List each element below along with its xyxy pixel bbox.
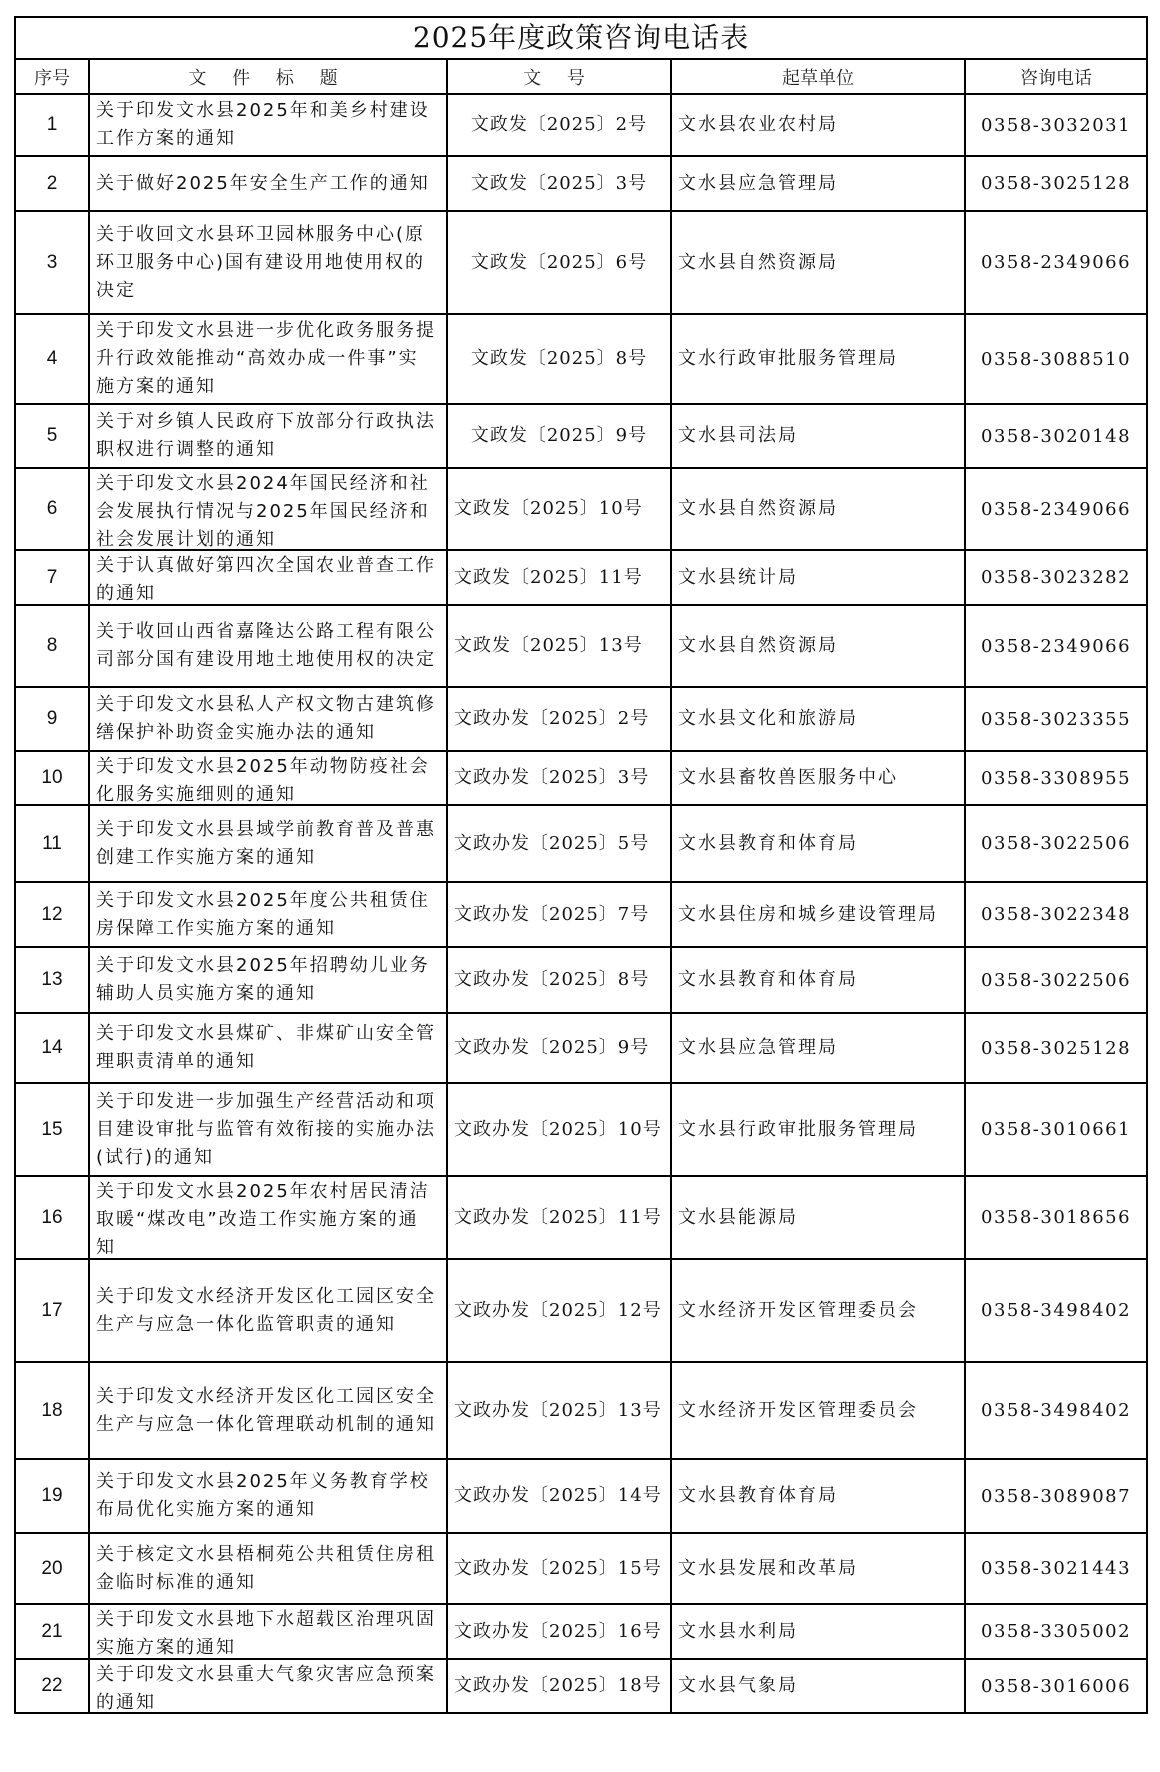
table-row — [15, 211, 1147, 314]
table-row — [15, 156, 1147, 211]
doc-number: 文政办发〔2025〕15号 — [447, 1533, 671, 1604]
row-number: 5 — [15, 404, 89, 468]
drafting-unit: 文水县自然资源局 — [671, 468, 965, 550]
drafting-unit: 文水县教育体育局 — [671, 1459, 965, 1533]
consult-phone: 0358-3498402 — [965, 1259, 1147, 1362]
consult-phone: 0358-3018656 — [965, 1176, 1147, 1259]
table-row — [15, 1083, 1147, 1176]
doc-number: 文政发〔2025〕8号 — [447, 314, 671, 404]
row-number: 3 — [15, 211, 89, 314]
file-title — [89, 805, 447, 882]
file-title-text: 关于印发文水县2025年动物防疫社会化服务实施细则的通知 — [96, 756, 430, 803]
row-number: 19 — [15, 1459, 89, 1533]
file-title — [89, 1083, 447, 1176]
header-row — [15, 59, 1147, 94]
drafting-unit: 文水经济开发区管理委员会 — [671, 1362, 965, 1459]
consult-phone: 0358-3016006 — [965, 1659, 1147, 1713]
table-row — [15, 1459, 1147, 1533]
table-row — [15, 882, 1147, 947]
file-title — [89, 605, 447, 687]
file-title-text: 关于印发文水县2025年农村居民清洁取暖“煤改电”改造工作实施方案的通知 — [96, 1181, 430, 1257]
col-header-phone: 咨询电话 — [965, 59, 1147, 94]
row-number: 10 — [15, 751, 89, 805]
table-row — [15, 805, 1147, 882]
row-number: 17 — [15, 1259, 89, 1362]
file-title — [89, 468, 447, 550]
consult-phone: 0358-3025128 — [965, 1013, 1147, 1083]
consult-phone: 0358-2349066 — [965, 605, 1147, 687]
file-title-text: 关于印发文水县2025年度公共租赁住房保障工作实施方案的通知 — [96, 889, 430, 939]
file-title — [89, 687, 447, 751]
file-title — [89, 882, 447, 947]
doc-number: 文政办发〔2025〕11号 — [447, 1176, 671, 1259]
table-row — [15, 314, 1147, 404]
drafting-unit: 文水行政审批服务管理局 — [671, 314, 965, 404]
row-number: 4 — [15, 314, 89, 404]
file-title — [89, 1604, 447, 1659]
table-row — [15, 605, 1147, 687]
file-title-text: 关于收回文水县环卫园林服务中心(原环卫服务中心)国有建设用地使用权的决定 — [96, 223, 426, 301]
file-title-text: 关于印发文水县地下水超载区治理巩固实施方案的通知 — [96, 1609, 436, 1657]
row-number: 13 — [15, 947, 89, 1013]
file-title — [89, 1459, 447, 1533]
file-title — [89, 550, 447, 605]
file-title-text: 关于认真做好第四次全国农业普查工作的通知 — [96, 555, 436, 603]
col-header-no: 序号 — [15, 59, 89, 94]
consult-phone: 0358-3020148 — [965, 404, 1147, 468]
file-title-text: 关于印发文水县煤矿、非煤矿山安全管理职责清单的通知 — [96, 1023, 436, 1072]
consult-phone: 0358-3308955 — [965, 751, 1147, 805]
file-title-text: 关于印发文水县重大气象灾害应急预案的通知 — [96, 1664, 436, 1711]
file-title-text: 关于印发文水县2025年招聘幼儿业务辅助人员实施方案的通知 — [96, 955, 430, 1004]
consult-phone: 0358-3089087 — [965, 1459, 1147, 1533]
file-title — [89, 1362, 447, 1459]
table-row — [15, 1604, 1147, 1659]
row-number: 20 — [15, 1533, 89, 1604]
consult-phone: 0358-3023282 — [965, 550, 1147, 605]
doc-number: 文政办发〔2025〕7号 — [447, 882, 671, 947]
drafting-unit: 文水县水利局 — [671, 1604, 965, 1659]
doc-number: 文政办发〔2025〕8号 — [447, 947, 671, 1013]
doc-number: 文政办发〔2025〕10号 — [447, 1083, 671, 1176]
doc-number: 文政办发〔2025〕13号 — [447, 1362, 671, 1459]
row-number: 1 — [15, 94, 89, 156]
row-number: 15 — [15, 1083, 89, 1176]
drafting-unit: 文水县司法局 — [671, 404, 965, 468]
file-title — [89, 1013, 447, 1083]
drafting-unit: 文水经济开发区管理委员会 — [671, 1259, 965, 1362]
row-number: 8 — [15, 605, 89, 687]
consult-phone: 0358-3022506 — [965, 947, 1147, 1013]
table-row — [15, 687, 1147, 751]
policy-phone-table — [14, 16, 1148, 1714]
doc-number: 文政办发〔2025〕12号 — [447, 1259, 671, 1362]
doc-number: 文政办发〔2025〕18号 — [447, 1659, 671, 1713]
row-number: 12 — [15, 882, 89, 947]
consult-phone: 0358-3023355 — [965, 687, 1147, 751]
doc-number: 文政办发〔2025〕14号 — [447, 1459, 671, 1533]
file-title — [89, 1176, 447, 1259]
consult-phone: 0358-3032031 — [965, 94, 1147, 156]
drafting-unit: 文水县住房和城乡建设管理局 — [671, 882, 965, 947]
file-title — [89, 94, 447, 156]
row-number: 9 — [15, 687, 89, 751]
drafting-unit: 文水县统计局 — [671, 550, 965, 605]
drafting-unit: 文水县发展和改革局 — [671, 1533, 965, 1604]
file-title-text: 关于印发文水经济开发区化工园区安全生产与应急一体化监管职责的通知 — [96, 1285, 436, 1335]
doc-number: 文政发〔2025〕9号 — [447, 404, 671, 468]
table-row — [15, 404, 1147, 468]
table-row — [15, 1659, 1147, 1713]
doc-number: 文政办发〔2025〕9号 — [447, 1013, 671, 1083]
drafting-unit: 文水县应急管理局 — [671, 1013, 965, 1083]
consult-phone: 0358-3498402 — [965, 1362, 1147, 1459]
drafting-unit: 文水县应急管理局 — [671, 156, 965, 211]
doc-number: 文政办发〔2025〕2号 — [447, 687, 671, 751]
drafting-unit: 文水县文化和旅游局 — [671, 687, 965, 751]
drafting-unit: 文水县教育和体育局 — [671, 947, 965, 1013]
file-title-text: 关于印发文水县2024年国民经济和社会发展执行情况与2025年国民经济和社会发展计划的通知 — [96, 473, 430, 548]
drafting-unit: 文水县能源局 — [671, 1176, 965, 1259]
consult-phone: 0358-2349066 — [965, 211, 1147, 314]
drafting-unit: 文水县自然资源局 — [671, 211, 965, 314]
doc-number: 文政发〔2025〕6号 — [447, 211, 671, 314]
file-title — [89, 1259, 447, 1362]
col-header-unit: 起草单位 — [671, 59, 965, 94]
doc-number: 文政发〔2025〕2号 — [447, 94, 671, 156]
row-number: 18 — [15, 1362, 89, 1459]
row-number: 11 — [15, 805, 89, 882]
consult-phone: 0358-3305002 — [965, 1604, 1147, 1659]
consult-phone: 0358-3025128 — [965, 156, 1147, 211]
file-title — [89, 751, 447, 805]
table-row — [15, 1362, 1147, 1459]
file-title-text: 关于印发文水经济开发区化工园区安全生产与应急一体化管理联动机制的通知 — [96, 1385, 436, 1435]
table-row — [15, 1013, 1147, 1083]
doc-number: 文政办发〔2025〕5号 — [447, 805, 671, 882]
drafting-unit: 文水县自然资源局 — [671, 605, 965, 687]
doc-number: 文政办发〔2025〕16号 — [447, 1604, 671, 1659]
file-title — [89, 156, 447, 211]
consult-phone: 0358-3022348 — [965, 882, 1147, 947]
table-row — [15, 1259, 1147, 1362]
consult-phone: 0358-2349066 — [965, 468, 1147, 550]
file-title — [89, 1533, 447, 1604]
file-title-text: 关于印发文水县进一步优化政务服务提升行政效能推动“高效办成一件事”实施方案的通知 — [96, 320, 436, 397]
table-row — [15, 1176, 1147, 1259]
table-row — [15, 751, 1147, 805]
drafting-unit: 文水县气象局 — [671, 1659, 965, 1713]
table-row — [15, 94, 1147, 156]
consult-phone: 0358-3021443 — [965, 1533, 1147, 1604]
row-number: 21 — [15, 1604, 89, 1659]
col-header-title: 文 件 标 题 — [89, 59, 447, 94]
doc-number: 文政发〔2025〕11号 — [447, 550, 671, 605]
file-title-text: 关于对乡镇人民政府下放部分行政执法职权进行调整的通知 — [96, 411, 436, 460]
table-title: 2025年度政策咨询电话表 — [15, 17, 1147, 59]
consult-phone: 0358-3088510 — [965, 314, 1147, 404]
file-title — [89, 947, 447, 1013]
row-number: 22 — [15, 1659, 89, 1713]
col-header-doc-no: 文 号 — [447, 59, 671, 94]
consult-phone: 0358-3022506 — [965, 805, 1147, 882]
drafting-unit: 文水县行政审批服务管理局 — [671, 1083, 965, 1176]
doc-number: 文政办发〔2025〕3号 — [447, 751, 671, 805]
file-title-text: 关于印发文水县2025年和美乡村建设工作方案的通知 — [96, 100, 430, 149]
drafting-unit: 文水县教育和体育局 — [671, 805, 965, 882]
drafting-unit: 文水县农业农村局 — [671, 94, 965, 156]
file-title — [89, 211, 447, 314]
doc-number: 文政发〔2025〕13号 — [447, 605, 671, 687]
row-number: 14 — [15, 1013, 89, 1083]
file-title — [89, 314, 447, 404]
file-title — [89, 1659, 447, 1713]
file-title-text: 关于印发文水县县域学前教育普及普惠创建工作实施方案的通知 — [96, 818, 436, 868]
table-row — [15, 947, 1147, 1013]
file-title-text: 关于做好2025年安全生产工作的通知 — [96, 172, 430, 194]
file-title-text: 关于印发文水县2025年义务教育学校布局优化实施方案的通知 — [96, 1471, 430, 1520]
row-number: 16 — [15, 1176, 89, 1259]
file-title — [89, 404, 447, 468]
drafting-unit: 文水县畜牧兽医服务中心 — [671, 751, 965, 805]
file-title-text: 关于印发文水县私人产权文物古建筑修缮保护补助资金实施办法的通知 — [96, 694, 436, 743]
row-number: 2 — [15, 156, 89, 211]
file-title-text: 关于印发进一步加强生产经营活动和项目建设审批与监管有效衔接的实施办法(试行)的通知 — [96, 1090, 436, 1168]
row-number: 6 — [15, 468, 89, 550]
table-row — [15, 550, 1147, 605]
doc-number: 文政发〔2025〕3号 — [447, 156, 671, 211]
consult-phone: 0358-3010661 — [965, 1083, 1147, 1176]
doc-number: 文政发〔2025〕10号 — [447, 468, 671, 550]
file-title-text: 关于收回山西省嘉隆达公路工程有限公司部分国有建设用地土地使用权的决定 — [96, 621, 436, 670]
table-row — [15, 1533, 1147, 1604]
table-row — [15, 468, 1147, 550]
file-title-text: 关于核定文水县梧桐苑公共租赁住房租金临时标准的通知 — [96, 1543, 436, 1593]
row-number: 7 — [15, 550, 89, 605]
